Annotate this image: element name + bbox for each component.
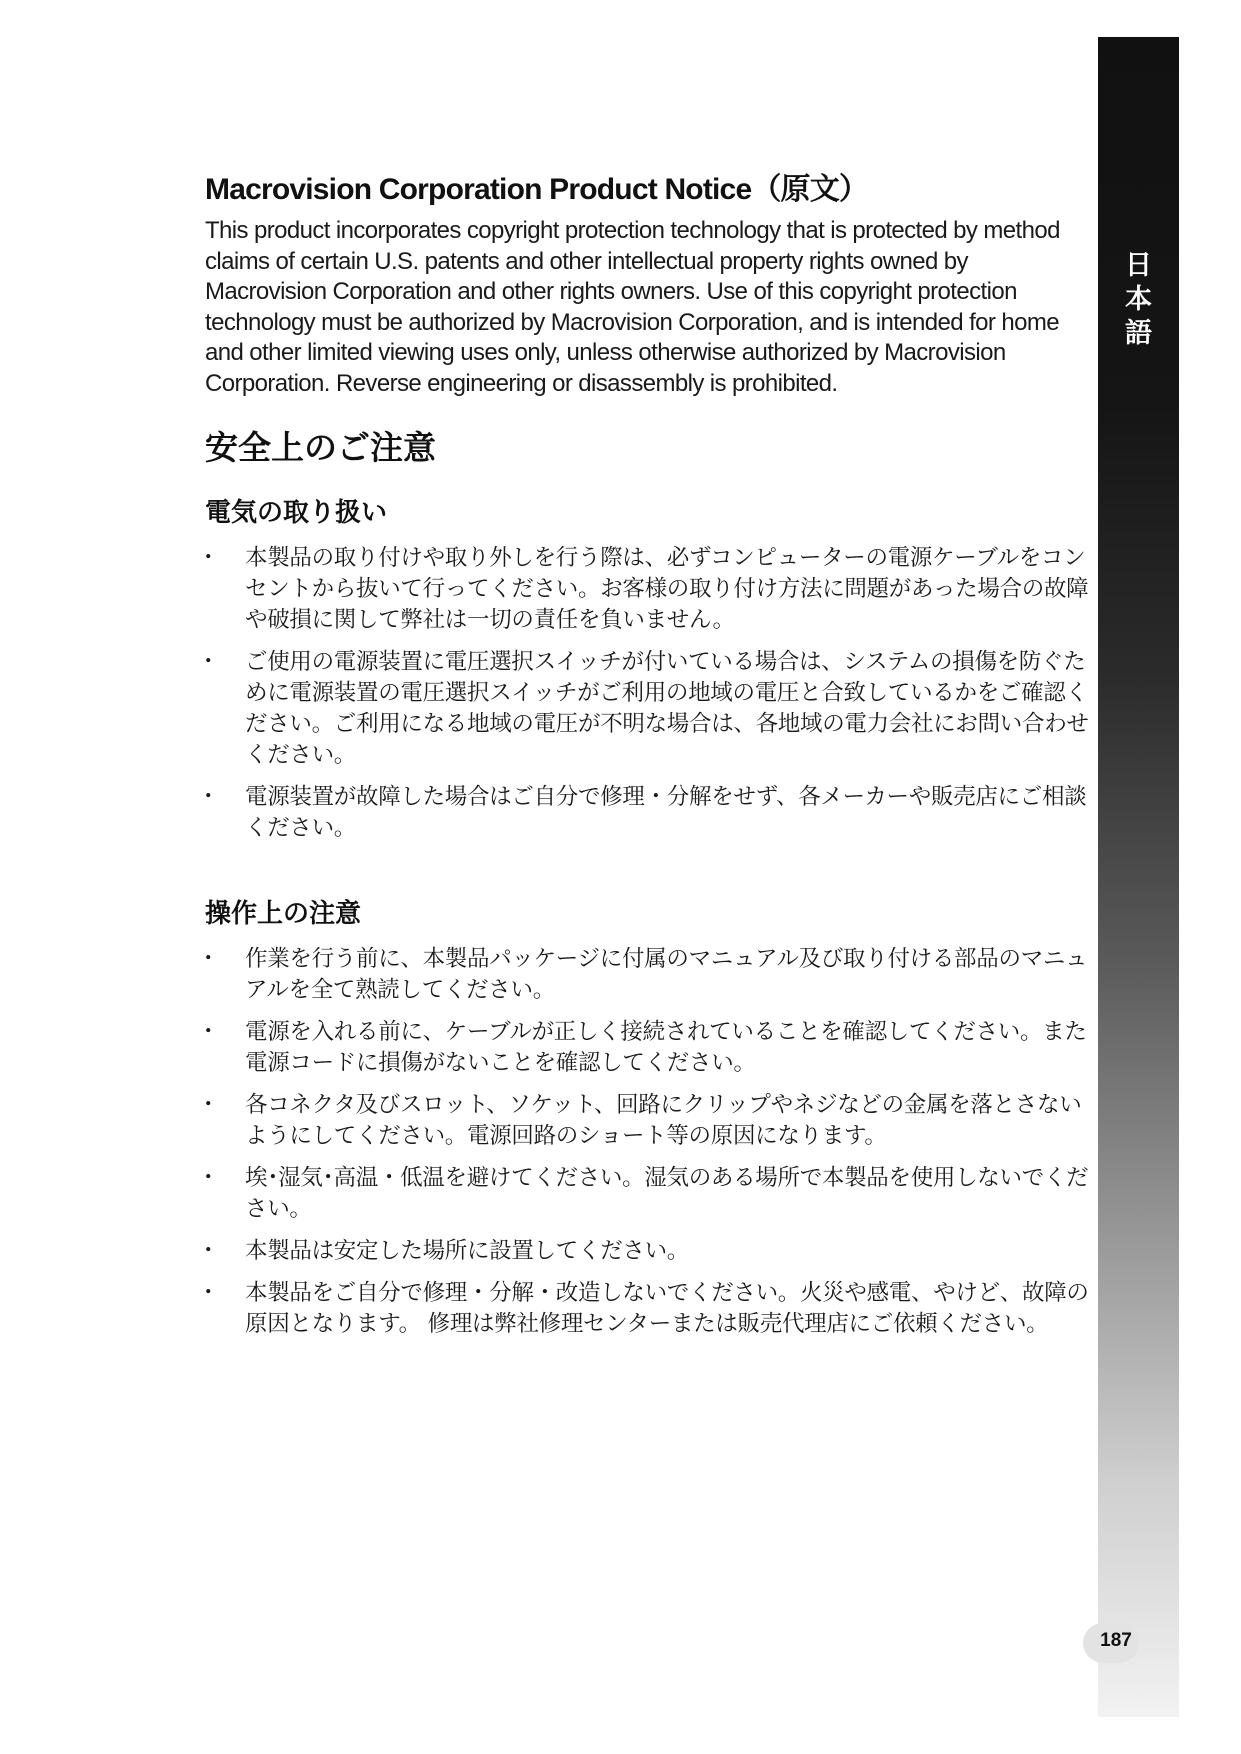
electrical-handling-title: 電気の取り扱い — [205, 498, 388, 528]
electrical-handling-list — [205, 543, 1095, 844]
safety-title: 安全上のご注意 — [205, 428, 436, 467]
list-item: ・ 電源装置が故障した場合はご自分で修理・分解をせず、各メーカーや販売店にご相談ください。 — [205, 782, 1095, 844]
operation-notes-list — [205, 944, 1095, 1340]
operation-notes-title: 操作上の注意 — [205, 899, 362, 929]
list-item: ・ 本製品をご自分で修理・分解・改造しないでください。火災や感電、やけど、故障の原因となります。 修理は弊社修理センターまたは販売代理店にご依頼ください。 — [205, 1278, 1095, 1340]
language-tab-char: 語 — [1125, 318, 1152, 349]
language-tab-char: 本 — [1125, 284, 1152, 315]
main-content — [205, 170, 1095, 1351]
page-number: 187 — [1100, 1630, 1132, 1651]
list-item: ・ 各コネクタ及びスロット、ソケット、回路にクリップやネジなどの金属を落とさないようにしてください。電源回路のショート等の原因になります。 — [205, 1090, 1095, 1152]
language-tab-label — [1098, 249, 1179, 351]
list-item: ・ 埃･湿気･高温・低温を避けてください。湿気のある場所で本製品を使用しないでください。 — [205, 1163, 1095, 1225]
notice-body: This product incorporates copyright protection technology that is protected by method claims of certain U.S. patents and other intellectual property rights owned by Macrovision Corporation and other rights owners. Use of this copyright protection technology must be authorized by Macrovision Corporation, and is intended for home and other limited viewing uses only, unless otherwise authorized by Macrovision Corporation. Reverse engineering or disassembly is prohibited. — [205, 217, 1060, 397]
language-side-tab — [1098, 37, 1179, 1717]
list-item: ・ 電源を入れる前に、ケーブルが正しく接続されていることを確認してください。また電源コードに損傷がないことを確認してください。 — [205, 1017, 1095, 1079]
list-item: ・ 作業を行う前に、本製品パッケージに付属のマニュアル及び取り付ける部品のマニュアルを全て熟読してください。 — [205, 944, 1095, 1006]
list-item: ・ ご使用の電源装置に電圧選択スイッチが付いている場合は、システムの損傷を防ぐために電源装置の電圧選択スイッチがご利用の地域の電圧と合致しているかをご確認ください。ご利用になる地域の電圧が不明な場合は、各地域の電力会社にお問い合わせください。 — [205, 647, 1095, 771]
notice-title: Macrovision Corporation Product Notice（原文） — [205, 173, 869, 206]
list-item: ・ 本製品は安定した場所に設置してください。 — [205, 1236, 1095, 1267]
list-item: ・ 本製品の取り付けや取り外しを行う際は、必ずコンピューターの電源ケーブルをコンセントから抜いて行ってください。お客様の取り付け方法に問題があった場合の故障や破損に関して弊社は一切の責任を負いません。 — [205, 543, 1095, 636]
language-tab-char: 日 — [1125, 250, 1152, 281]
